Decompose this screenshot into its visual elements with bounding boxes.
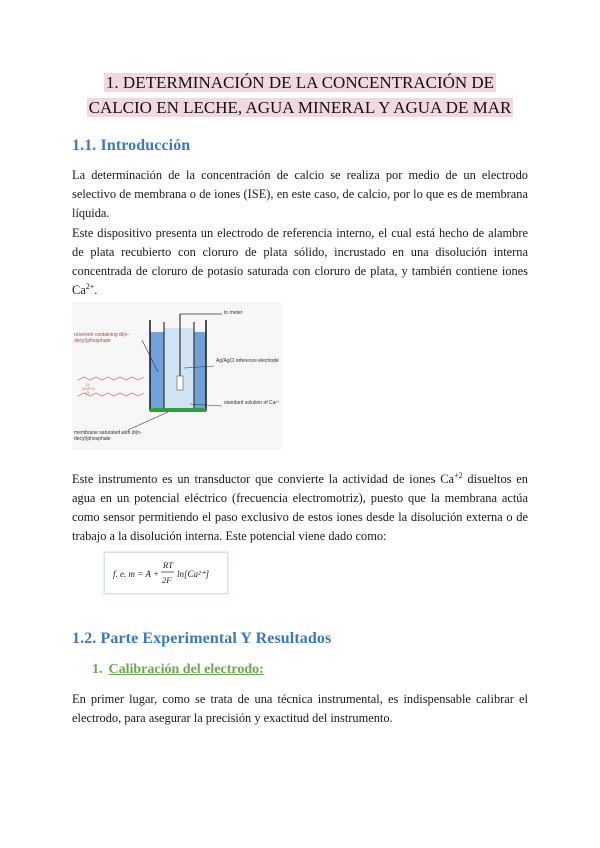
subheading-number: 1. [92,662,103,677]
nernst-formula-box [104,552,228,594]
label-membrane: membrane saturated with di(n-decyl)phosphate [74,430,142,442]
chem-label-1: O [86,382,90,387]
intro-paragraph-2 [72,224,528,300]
membrane [150,408,206,412]
intro-paragraph-1: La determinación de la concentración de calcio se realiza por medio de un electrodo selectivo de membrana o de iones (ISE), en este caso, de calcio, por lo que es de membrana líquida. [72,168,528,220]
agcl-tip [177,376,183,390]
formula-rhs: ln[Ca²⁺] [177,569,209,579]
subheading-label: Calibración del electrodo: [108,662,264,677]
formula-numerator: RT [163,560,173,570]
section-heading-introduccion: 1.1. Introducción [72,137,191,154]
intro-paragraph-3-pre: Este instrumento es un transductor que convierte la actividad de iones Ca [72,472,455,486]
intro-paragraph-3-post: disueltos en agua en un potencial eléctrico (frecuencia electromotriz), puesto que la membrana actúa como sensor permitiendo el paso exclusivo de estos iones desde la disolución externa o de trabajo a la disolución interna. Este potencial viene dado como: [72,472,528,543]
formula-lhs: f. e. m = A + [113,569,160,579]
ion-charge-superscript: 2+ [85,281,95,291]
section-heading-parte-experimental: 1.2. Parte Experimental Y Resultados [72,630,332,647]
nernst-formula [105,553,227,593]
subheading-calibracion [92,662,264,678]
label-to-meter: to meter [224,310,243,316]
experimental-paragraph-1: En primer lugar, como se trata de una técnica instrumental, es indispensable calibrar el electrodo, para asegurar la precisión y exactitud del instrumento. [72,692,528,725]
label-reference-electrode: Ag/AgCl reference electrode [216,358,279,364]
ise-electrode-diagram [72,302,282,450]
intro-paragraph-2-text: Este dispositivo presenta un electrodo de referencia interno, el cual está hecho de alambre de plata recubierto con cloruro de plata sólido, incrustado en una disolución interna concentrada de cloruro de potasio saturada con cloruro de plata, y también contiene iones Ca [72,226,528,297]
label-standard-solution: standard solution of Ca²⁺ [224,400,280,406]
chem-label-3: O [86,390,90,395]
title-line-2: CALCIO EN LECHE, AGUA MINERAL Y AGUA DE MAR [88,98,512,117]
intro-paragraph-3 [72,470,528,546]
label-reservoir: reservoir containing di(n-decyl)phosphate [74,332,130,344]
intro-paragraph-2-end: . [94,283,98,297]
inner-solution [164,328,194,410]
formula-denominator: 2F [162,575,172,585]
ion-charge-superscript-2: +2 [454,470,463,480]
title-line-1: 1. DETERMINACIÓN DE LA CONCENTRACIÓN DE [105,73,495,92]
chem-label-2: O=P-O [82,386,95,391]
document-title [0,70,600,120]
